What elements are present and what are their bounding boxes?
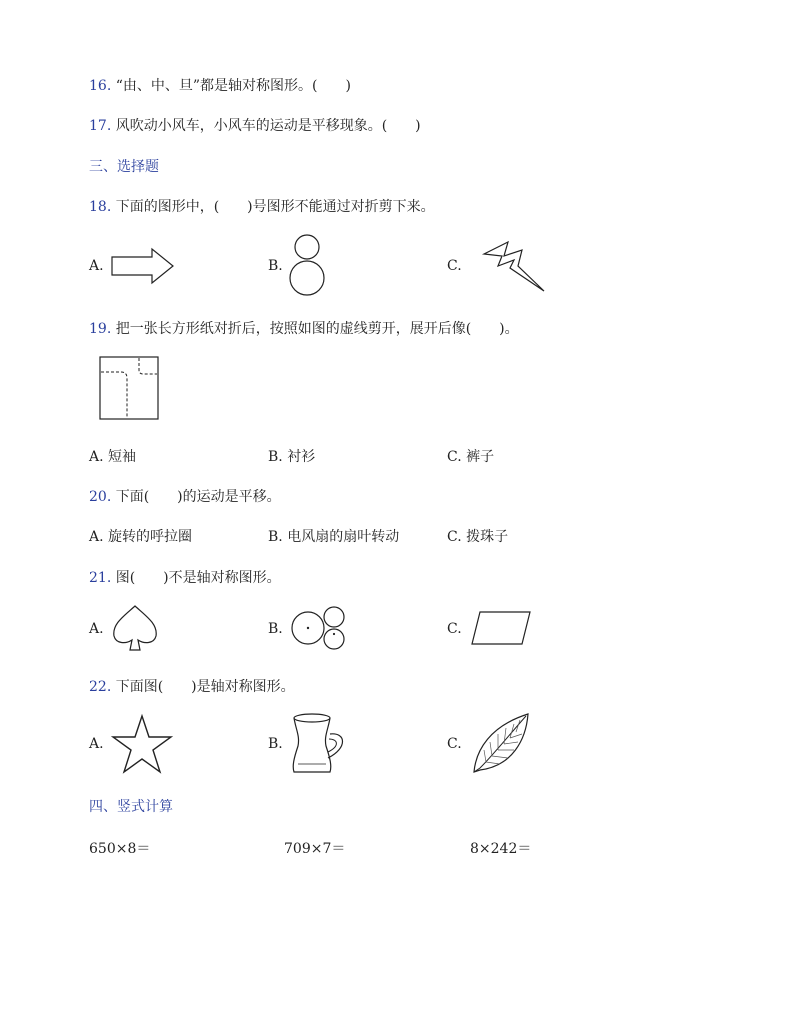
option-c-label: C. (447, 621, 462, 637)
star-shape-icon (111, 714, 173, 776)
question-text: “由、中、旦”都是轴对称图形。( ) (115, 78, 351, 94)
option-a-label: A. (89, 258, 104, 274)
question-20 (89, 486, 281, 506)
question-text: 下面( )的运动是平移。 (115, 489, 281, 505)
question-number: 16. (89, 78, 112, 94)
question-number: 22. (89, 679, 112, 695)
question-17 (89, 115, 421, 135)
option-b-label: B. (268, 621, 283, 637)
question-number: 20. (89, 489, 112, 505)
option-c-label: C. (447, 258, 462, 274)
question-21 (89, 567, 281, 587)
option-b: B. 电风扇的扇叶转动 (268, 529, 400, 545)
option-c: C. 裤子 (447, 449, 495, 465)
section-heading-calculation: 四、竖式计算 (89, 799, 173, 815)
option-b: B. 衬衫 (268, 449, 316, 465)
option-b-label: B. (268, 258, 283, 274)
question-number: 19. (89, 321, 112, 337)
option-a: A. 短袖 (89, 449, 137, 465)
question-16 (89, 75, 351, 95)
folded-paper-diagram (99, 356, 161, 422)
question-text: 图( )不是轴对称图形。 (115, 570, 281, 586)
double-circle-shape-icon (289, 234, 329, 298)
calc-item-1: 650×8＝ (89, 841, 151, 857)
question-text: 下面图( )是轴对称图形。 (115, 679, 295, 695)
leaf-shape-icon (470, 710, 532, 776)
question-text: 风吹动小风车，小风车的运动是平移现象。( ) (115, 118, 421, 134)
question-19 (89, 318, 519, 338)
spade-shape-icon (110, 604, 160, 652)
question-text: 下面的图形中，( )号图形不能通过对折剪下来。 (115, 199, 435, 215)
question-number: 21. (89, 570, 112, 586)
option-a-label: A. (89, 736, 104, 752)
question-22 (89, 676, 295, 696)
cup-shape-icon (290, 712, 350, 776)
calc-item-3: 8×242＝ (470, 841, 532, 857)
calc-item-2: 709×7＝ (284, 841, 346, 857)
question-text: 把一张长方形纸对折后，按照如图的虚线剪开，展开后像( )。 (115, 321, 519, 337)
question-number: 18. (89, 199, 112, 215)
parallelogram-shape-icon (470, 610, 532, 646)
three-circles-shape-icon (290, 606, 346, 650)
arrow-shape-icon (110, 248, 176, 284)
question-number: 17. (89, 118, 112, 134)
question-18 (89, 196, 435, 216)
option-a-label: A. (89, 621, 104, 637)
option-c: C. 拨珠子 (447, 529, 509, 545)
option-a: A. 旋转的呼拉圈 (89, 529, 193, 545)
section-heading-choice: 三、选择题 (89, 159, 159, 175)
lightning-shape-icon (482, 240, 548, 294)
option-c-label: C. (447, 736, 462, 752)
option-b-label: B. (268, 736, 283, 752)
